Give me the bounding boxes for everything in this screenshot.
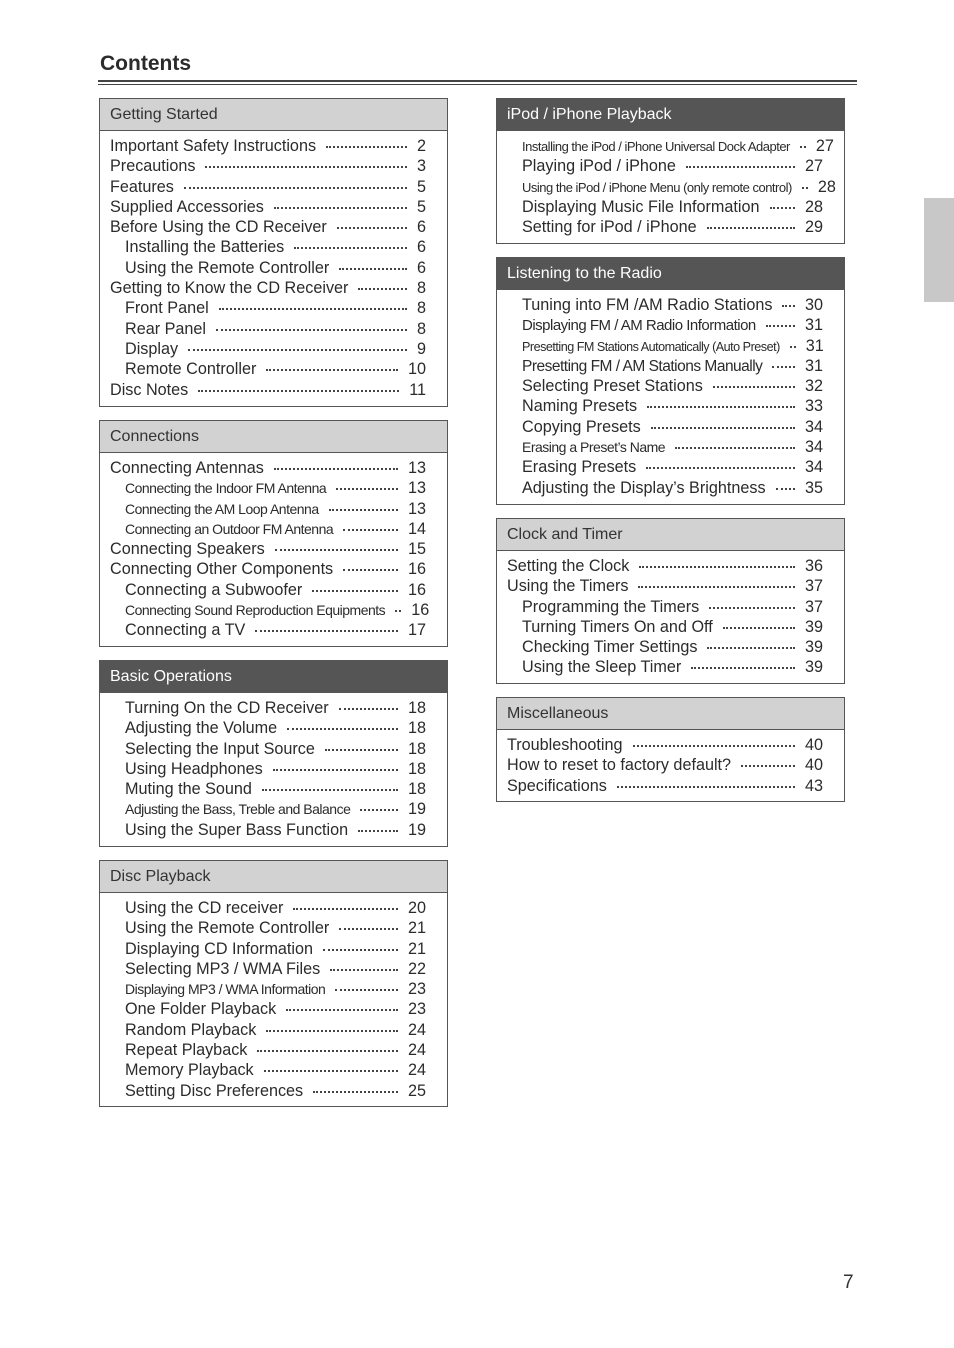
toc-entry[interactable]: Using the Remote Controller 6: [125, 258, 426, 277]
toc-entry[interactable]: Turning Timers On and Off 39: [522, 617, 823, 636]
toc-entry[interactable]: Remote Controller 10: [125, 360, 426, 379]
toc-entry[interactable]: Random Playback 24: [125, 1020, 426, 1039]
toc-entry[interactable]: Using Headphones 18: [125, 759, 426, 778]
section-miscellaneous: [496, 697, 845, 802]
toc-entry[interactable]: Front Panel 8: [125, 299, 426, 318]
toc-entry[interactable]: Getting to Know the CD Receiver 8: [110, 279, 426, 298]
section-radio: [496, 257, 845, 505]
toc-entry[interactable]: Before Using the CD Receiver 6: [110, 218, 426, 237]
section-title: Getting Started: [100, 99, 447, 131]
toc-entry[interactable]: Playing iPod / iPhone 27: [522, 157, 823, 176]
toc-entry[interactable]: Adjusting the Volume 18: [125, 719, 426, 738]
toc-entry[interactable]: Disc Notes 11: [110, 380, 426, 399]
toc-entry[interactable]: Displaying FM / AM Radio Information 31: [522, 316, 823, 335]
toc-entry[interactable]: Important Safety Instructions 2: [110, 137, 426, 155]
toc-entry[interactable]: Setting Disc Preferences 25: [125, 1081, 426, 1100]
toc-entry[interactable]: Checking Timer Settings 39: [522, 638, 823, 657]
toc-entry[interactable]: Displaying Music File Information 28: [522, 197, 823, 216]
toc-entry[interactable]: Specifications 43: [507, 776, 823, 795]
toc-entry[interactable]: Installing the Batteries 6: [125, 238, 426, 257]
page-title: Contents: [100, 52, 191, 75]
toc-entry[interactable]: Adjusting the Display’s Brightness 35: [522, 478, 823, 497]
toc-entry[interactable]: Connecting Other Components 16: [110, 560, 426, 579]
section-basic-operations: [99, 660, 448, 847]
toc-entry[interactable]: Using the CD receiver 20: [125, 899, 426, 917]
page-number: 7: [843, 1272, 854, 1293]
toc-entry[interactable]: Connecting the Indoor FM Antenna 13: [125, 479, 426, 498]
toc-entry[interactable]: Erasing a Preset’s Name 34: [522, 438, 823, 457]
toc-entry[interactable]: Turning On the CD Receiver 18: [125, 699, 426, 717]
toc-entry[interactable]: Setting the Clock 36: [507, 557, 823, 575]
toc-entry[interactable]: Supplied Accessories 5: [110, 197, 426, 216]
toc-entry[interactable]: Selecting Preset Stations 32: [522, 377, 823, 396]
toc-entry[interactable]: Display 9: [125, 339, 426, 358]
title-rule: [98, 80, 857, 85]
toc-entry[interactable]: Presetting FM Stations Automatically (Auto Preset) 31: [522, 336, 824, 355]
toc-entry[interactable]: Precautions 3: [110, 157, 426, 176]
toc-entry[interactable]: Using the iPod / iPhone Menu (only remote control) 28: [522, 177, 836, 196]
section-title: Listening to the Radio: [497, 258, 844, 290]
toc-entry[interactable]: Using the Timers 37: [507, 577, 823, 596]
toc-entry[interactable]: Tuning into FM /AM Radio Stations 30: [522, 296, 823, 314]
toc-entry[interactable]: Connecting Speakers 15: [110, 540, 426, 559]
toc-entry[interactable]: Memory Playback 24: [125, 1061, 426, 1080]
toc-entry[interactable]: Rear Panel 8: [125, 319, 426, 338]
toc-entry[interactable]: Connecting the AM Loop Antenna 13: [125, 499, 426, 518]
section-title: Miscellaneous: [497, 698, 844, 730]
toc-entry[interactable]: Connecting an Outdoor FM Antenna 14: [125, 519, 426, 538]
section-title: Disc Playback: [100, 861, 447, 893]
section-clock-timer: [496, 518, 845, 684]
toc-entry[interactable]: Connecting Antennas 13: [110, 459, 426, 477]
toc-entry[interactable]: Presetting FM / AM Stations Manually 31: [522, 356, 823, 375]
section-disc-playback: [99, 860, 448, 1107]
toc-entry[interactable]: Connecting a TV 17: [125, 621, 426, 640]
toc-entry[interactable]: Selecting the Input Source 18: [125, 739, 426, 758]
toc-entry[interactable]: Displaying MP3 / WMA Information 23: [125, 980, 426, 999]
section-title: iPod / iPhone Playback: [497, 99, 844, 131]
toc-entry[interactable]: Programming the Timers 37: [522, 597, 823, 616]
toc-entry[interactable]: Copying Presets 34: [522, 417, 823, 436]
section-title: Connections: [100, 421, 447, 453]
toc-entry[interactable]: Using the Sleep Timer 39: [522, 658, 823, 677]
toc-entry[interactable]: Using the Remote Controller 21: [125, 919, 426, 938]
toc-entry[interactable]: Troubleshooting 40: [507, 736, 823, 754]
toc-entry[interactable]: Displaying CD Information 21: [125, 939, 426, 958]
toc-entry[interactable]: Naming Presets 33: [522, 397, 823, 416]
section-connections: [99, 420, 448, 647]
toc-entry[interactable]: Using the Super Bass Function 19: [125, 820, 426, 839]
toc-entry[interactable]: Connecting a Subwoofer 16: [125, 580, 426, 599]
toc-entry[interactable]: Connecting Sound Reproduction Equipments 16: [125, 601, 430, 620]
toc-entry[interactable]: Adjusting the Bass, Treble and Balance 19: [125, 800, 426, 819]
section-title: Basic Operations: [100, 661, 447, 693]
section-title: Clock and Timer: [497, 519, 844, 551]
toc-entry[interactable]: Erasing Presets 34: [522, 458, 823, 477]
section-ipod-playback: [496, 98, 845, 244]
toc-entry[interactable]: Features 5: [110, 177, 426, 196]
toc-entry[interactable]: Installing the iPod / iPhone Universal Dock Adapter 27: [522, 137, 834, 155]
toc-entry[interactable]: Repeat Playback 24: [125, 1041, 426, 1060]
toc-entry[interactable]: Muting the Sound 18: [125, 780, 426, 799]
toc-entry[interactable]: Selecting MP3 / WMA Files 22: [125, 959, 426, 978]
toc-entry[interactable]: Setting for iPod / iPhone 29: [522, 218, 823, 237]
toc-entry[interactable]: One Folder Playback 23: [125, 1000, 426, 1019]
side-tab: [924, 198, 954, 302]
section-getting-started: [99, 98, 448, 407]
toc-entry[interactable]: How to reset to factory default? 40: [507, 756, 823, 775]
